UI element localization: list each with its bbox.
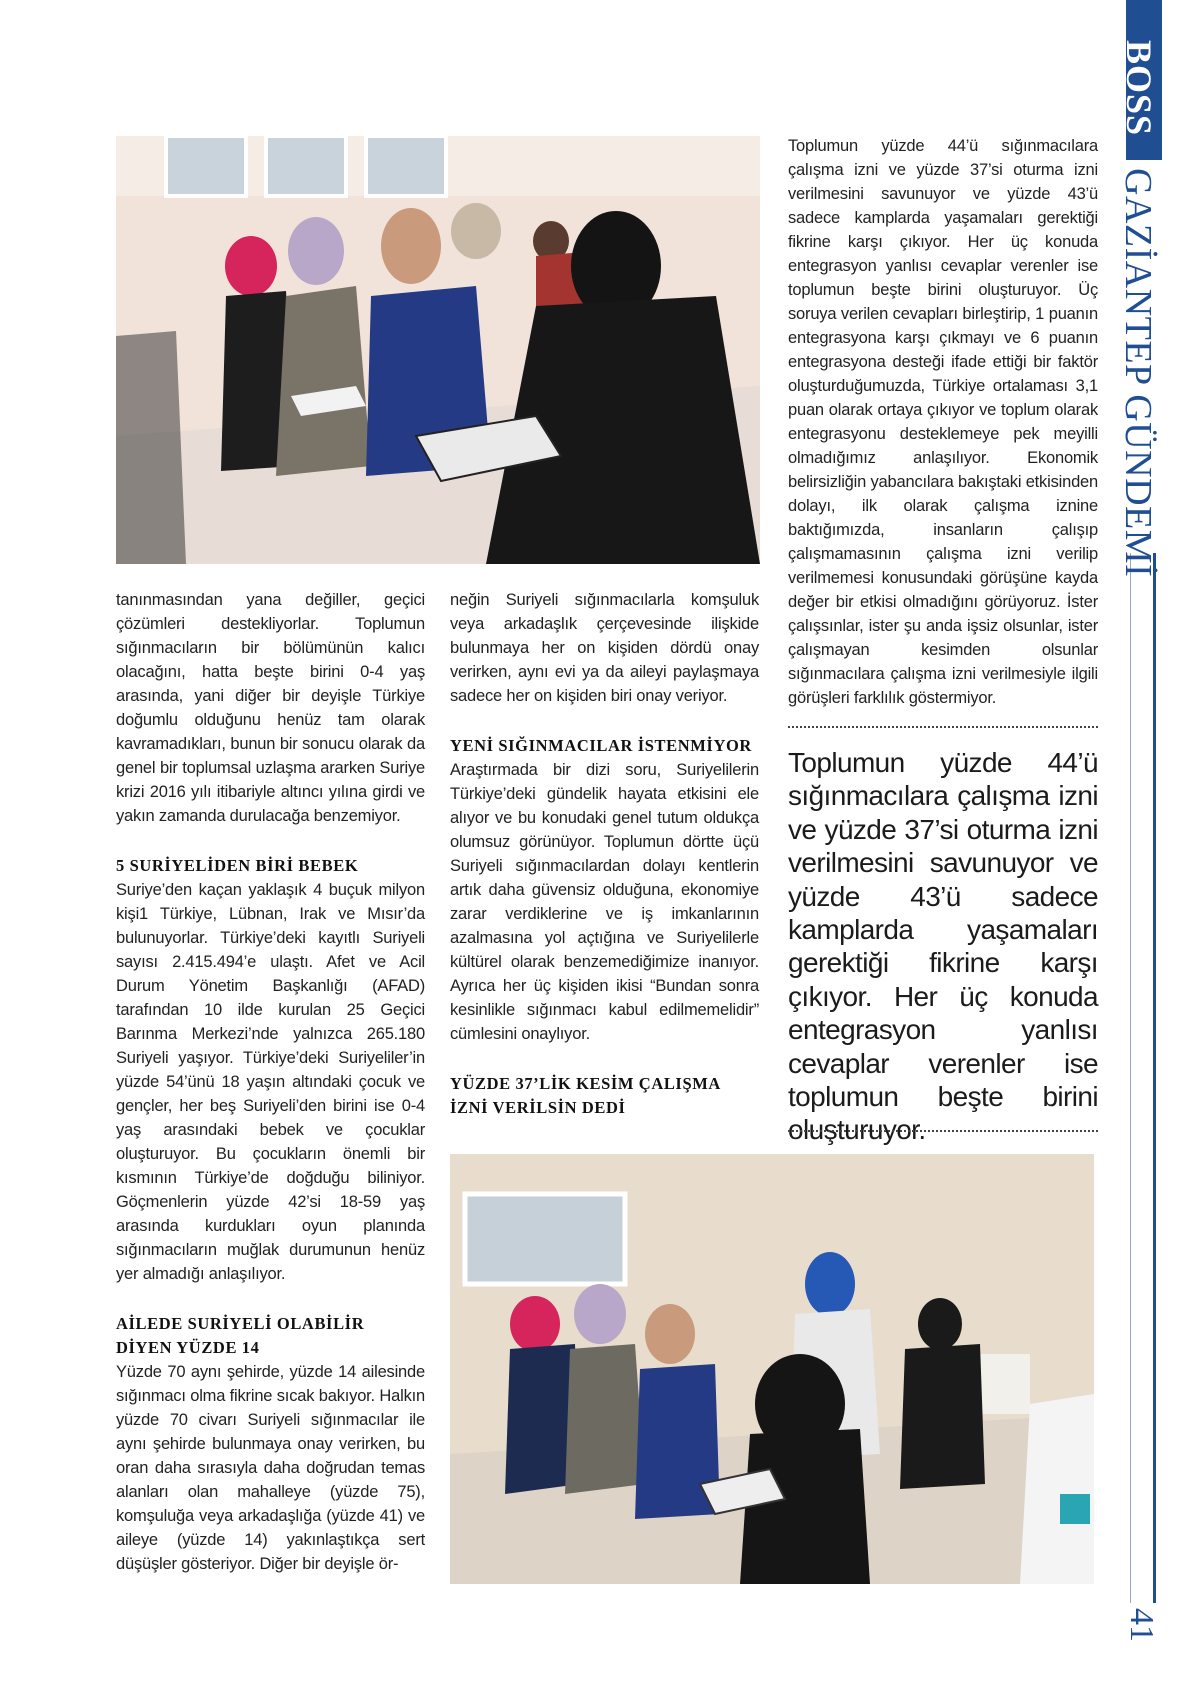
pull-quote: Toplumun yüzde 44’ü sığınmacılara çalışma izni ve yüzde 37’si oturma izni verilmesini savunuyor ve yüzde 43’ü sadece kamplarda yaşamaları gerektiği fikrine karşı çıkıyor. Her üç konuda entegrasyon yanlısı cevaplar verenler ise toplumun beşte birini oluşturuyor. xyxy=(788,747,1098,1146)
paragraph: Toplumun yüzde 44’ü sığınmacılara çalışma izni ve yüzde 37’si oturma izni verilmesini savunuyor ve yüzde 43’ü sadece kamplarda yaşamaları gerektiği fikrine karşı çıkıyor. Her üç konuda entegrasyon yanlısı cevaplar verenler ise toplumun beşte birini oluşturuyor. Üç soruya verilen cevapları birleştirip, 1 puanın entegrasyona karşı çıkmayı ve 6 puanın entegrasyona desteği ifade ettiği bir faktör oluşturduğumuzda, Türkiye ortalaması 3,1 puan olarak ortaya çıkıyor ve toplum olarak entegrasyonu desteklemeye pek meyilli olmadığımız anlaşılıyor. Ekonomik belirsizliğin yabancılara bakıştaki etkisinden dolayı, ilk olarak çalışma iznine baktığımızda, insanların çalışıp çalışmamasının çalışma izni verilip verilmemesi konusundaki görüşüne kayda değer bir etkisi olmadığını görüyoruz. İster çalışsınlar, ister şu anda işsiz olsunlar, ister çalışmayan kesimden olsunlar sığınmacılara çalışma izni verilmesiyle ilgili görüşleri farklılık göstermiyor. xyxy=(788,137,1098,707)
classroom-photo-bottom xyxy=(450,1154,1094,1584)
side-rule xyxy=(1153,553,1156,1603)
page-number: 41 xyxy=(1123,1608,1160,1642)
subheading: AİLEDE SURİYELİ OLABİLİR DİYEN YÜZDE 14 xyxy=(116,1314,365,1357)
subheading: YÜZDE 37’LİK KESİM ÇALIŞMA İZNİ VERİLSİN DEDİ xyxy=(450,1074,721,1117)
column-middle xyxy=(450,588,759,1120)
subheading: 5 SURİYELİDEN BİRİ BEBEK xyxy=(116,856,359,875)
paragraph: Suriye’den kaçan yaklaşık 4 buçuk milyon kişi1 Türkiye, Lübnan, Irak ve Mısır’da bulunuyorlar. Türkiye’deki kayıtlı Suriyeli sayısı 2.415.494’e ulaştı. Afet ve Acil Durum Yönetim Başkanlığı (AFAD) tarafından 10 ilde kurulan 25 Geçici Barınma Merkezi’nde yalnızca 265.180 Suriyeli yaşıyor. Türkiye’deki Suriyeliler’in yüzde 54’ünü 18 yaşın altındaki çocuk ve gençler, her beş Suriyeli’den birini ise 0-4 yaş arasındaki bebek ve çocuklar oluşturuyor. Bu çocukların önemli bir kısmının Türkiye’de doğduğu biliniyor. Göçmenlerin yüzde 42’si 18-59 yaş arasında kurdukları oyun planında sığınmacıların muğlak durumunun henüz yer almadığı anlaşılıyor. xyxy=(116,881,425,1283)
paragraph: Yüzde 70 aynı şehirde, yüzde 14 ailesinde sığınmacı olma fikrine sıcak bakıyor. Halkın yüzde 70 civarı Suriyeli sığınmacılar ile aynı şehirde bulunmaya onay verirken, bu oran daha sırasıyla daha doğrudan temas alanları olan mahalleye (yüzde 75), komşuluğa veya arkadaşlığa (yüzde 41) ve aileye (yüzde 14) yakınlaştıkça sert düşüşler gösteriyor. Diğer bir deyişle ör- xyxy=(116,1363,425,1573)
column-left xyxy=(116,588,425,1576)
paragraph: neğin Suriyeli sığınmacılarla komşuluk veya arkadaşlık çerçevesinde ilişkide bulunmaya her on kişiden dördü onay verirken, aynı evi ya da aileyi paylaşmaya sadece her on kişiden biri onay veriyor. xyxy=(450,591,759,705)
brand-logo: BOSS xyxy=(1119,40,1159,137)
column-right xyxy=(788,134,1098,710)
paragraph: Araştırmada bir dizi soru, Suriyelilerin Türkiye’deki gündelik hayata etkisini ele alıyor ve bu konudaki genel tutum oldukça olumsuz görünüyor. Toplumun dörtte üçü Suriyeli sığınmacılardan dolayı kentlerin artık daha güvensiz olduğuna, ekonomiye zarar verdiklerine ve iş imkanlarının azalmasına yol açtığına ve Suriyelilerle kültürel olarak benzemediğimize inanıyor. Ayrıca her üç kişiden ikisi “Bundan sonra kesinlikle sığınmacı kabul edilmemelidir” cümlesini onaylıyor. xyxy=(450,761,759,1043)
subheading: YENİ SIĞINMACILAR İSTENMİYOR xyxy=(450,736,752,755)
classroom-photo-top xyxy=(116,136,760,564)
paragraph: tanınmasından yana değiller, geçici çözümleri destekliyorlar. Toplumun sığınmacıların bir bölümünün kalıcı olacağını, hatta beşte birini 0-4 yaş arasında, yani diğer bir deyişle Türkiye doğumlu olduğunu henüz tam olarak kavramadıkları, bunun bir sonucu olarak da genel bir toplumsal uzlaşma ararken Suriye krizi 2016 yılı itibariyle altıncı yılına girdi ve yakın zamanda durulacağa benzemiyor. xyxy=(116,591,425,825)
dotted-divider-top xyxy=(788,726,1098,728)
section-title: GAZİANTEP GÜNDEMİ xyxy=(1117,168,1159,578)
side-rule-thin xyxy=(1130,553,1131,1603)
dotted-divider-bottom xyxy=(788,1130,1098,1132)
